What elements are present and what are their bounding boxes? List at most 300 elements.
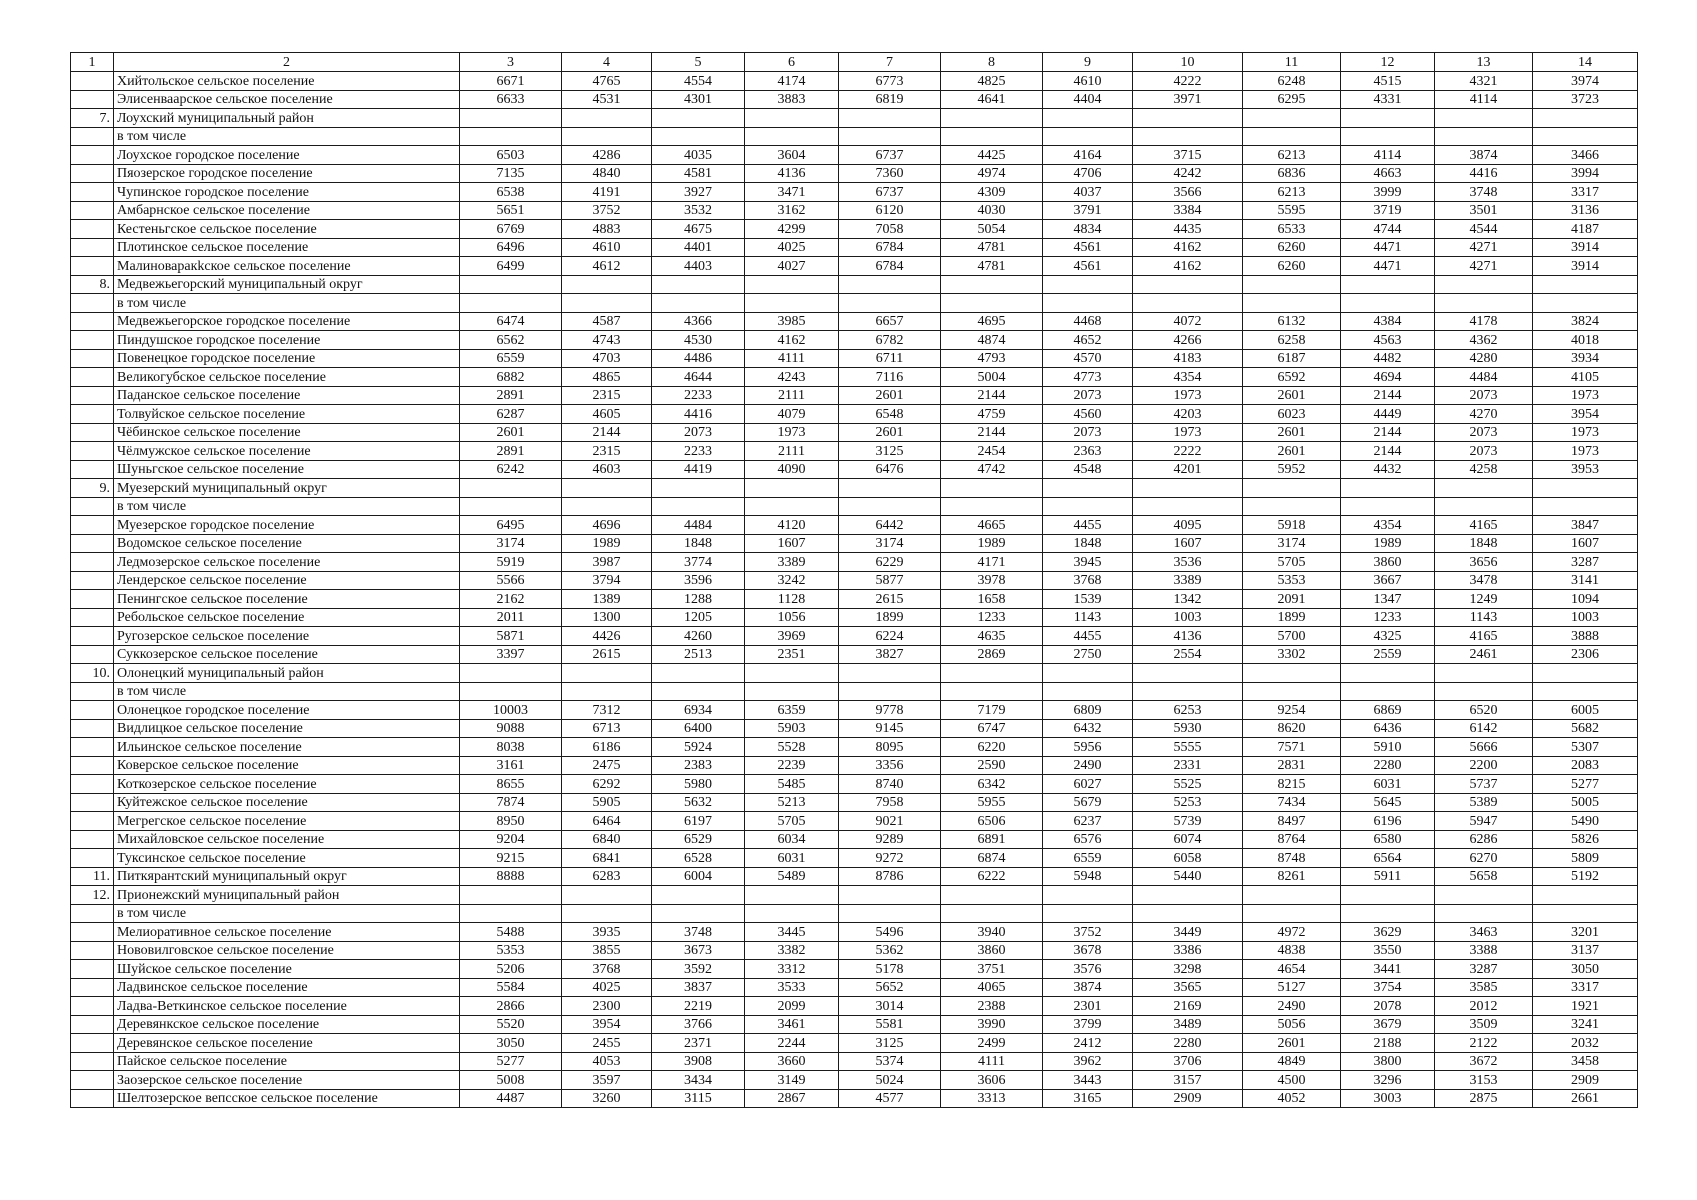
value-cell-col-4: 2315 bbox=[562, 442, 652, 461]
value-cell-col-8: 3751 bbox=[941, 960, 1043, 979]
settlement-name: Пиндушское городское поселение bbox=[114, 331, 460, 350]
value-cell-col-7: 5496 bbox=[839, 923, 941, 942]
table-row bbox=[71, 738, 1638, 757]
row-number bbox=[71, 534, 114, 553]
value-cell-col-5: 5980 bbox=[652, 775, 745, 794]
row-number bbox=[71, 756, 114, 775]
value-cell-col-5 bbox=[652, 904, 745, 923]
value-cell-col-9: 4164 bbox=[1043, 146, 1133, 165]
value-cell-col-4: 4191 bbox=[562, 183, 652, 202]
value-cell-col-9: 2073 bbox=[1043, 423, 1133, 442]
value-cell-col-8: 6342 bbox=[941, 775, 1043, 794]
value-cell-col-13: 3874 bbox=[1435, 146, 1533, 165]
value-cell-col-10: 2554 bbox=[1133, 645, 1243, 664]
value-cell-col-13 bbox=[1435, 904, 1533, 923]
value-cell-col-4: 2475 bbox=[562, 756, 652, 775]
value-cell-col-10: 4095 bbox=[1133, 516, 1243, 535]
value-cell-col-8: 2590 bbox=[941, 756, 1043, 775]
table-row bbox=[71, 312, 1638, 331]
value-cell-col-12: 1347 bbox=[1341, 590, 1435, 609]
value-cell-col-10: 4136 bbox=[1133, 627, 1243, 646]
table-row bbox=[71, 1052, 1638, 1071]
value-cell-col-3: 8038 bbox=[460, 738, 562, 757]
column-header-2: 2 bbox=[114, 53, 460, 72]
value-cell-col-13: 3478 bbox=[1435, 571, 1533, 590]
value-cell-col-13 bbox=[1435, 664, 1533, 683]
data-table bbox=[70, 52, 1638, 1108]
value-cell-col-6: 1128 bbox=[745, 590, 839, 609]
value-cell-col-6: 2099 bbox=[745, 997, 839, 1016]
value-cell-col-3 bbox=[460, 497, 562, 516]
value-cell-col-14: 5490 bbox=[1533, 812, 1638, 831]
value-cell-col-7 bbox=[839, 109, 941, 128]
settlement-name: Прионежский муниципальный район bbox=[114, 886, 460, 905]
table-row bbox=[71, 460, 1638, 479]
value-cell-col-10: 2331 bbox=[1133, 756, 1243, 775]
value-cell-col-6 bbox=[745, 275, 839, 294]
value-cell-col-12: 4694 bbox=[1341, 368, 1435, 387]
value-cell-col-3 bbox=[460, 682, 562, 701]
settlement-name: Повенецкое городское поселение bbox=[114, 349, 460, 368]
value-cell-col-8: 4309 bbox=[941, 183, 1043, 202]
value-cell-col-13: 3509 bbox=[1435, 1015, 1533, 1034]
table-row bbox=[71, 479, 1638, 498]
settlement-name: Олонецкий муниципальный район bbox=[114, 664, 460, 683]
value-cell-col-10: 1973 bbox=[1133, 423, 1243, 442]
value-cell-col-9: 4706 bbox=[1043, 164, 1133, 183]
value-cell-col-6: 5489 bbox=[745, 867, 839, 886]
value-cell-col-4: 3260 bbox=[562, 1089, 652, 1108]
value-cell-col-13: 5947 bbox=[1435, 812, 1533, 831]
value-cell-col-4: 1389 bbox=[562, 590, 652, 609]
value-cell-col-10 bbox=[1133, 109, 1243, 128]
value-cell-col-3: 2162 bbox=[460, 590, 562, 609]
settlement-name: Амбарнское сельское поселение bbox=[114, 201, 460, 220]
value-cell-col-11: 8215 bbox=[1243, 775, 1341, 794]
value-cell-col-3: 4487 bbox=[460, 1089, 562, 1108]
row-number bbox=[71, 201, 114, 220]
row-number bbox=[71, 368, 114, 387]
value-cell-col-5: 4484 bbox=[652, 516, 745, 535]
value-cell-col-11: 6260 bbox=[1243, 238, 1341, 257]
value-cell-col-5: 6197 bbox=[652, 812, 745, 831]
value-cell-col-6: 4243 bbox=[745, 368, 839, 387]
value-cell-col-7: 6819 bbox=[839, 90, 941, 109]
settlement-name: Лоухское городское поселение bbox=[114, 146, 460, 165]
value-cell-col-13: 6286 bbox=[1435, 830, 1533, 849]
value-cell-col-4: 4765 bbox=[562, 72, 652, 91]
value-cell-col-6: 2867 bbox=[745, 1089, 839, 1108]
column-header-13: 13 bbox=[1435, 53, 1533, 72]
value-cell-col-7: 6784 bbox=[839, 238, 941, 257]
value-cell-col-4: 6292 bbox=[562, 775, 652, 794]
value-cell-col-8: 7179 bbox=[941, 701, 1043, 720]
value-cell-col-11 bbox=[1243, 479, 1341, 498]
value-cell-col-11: 6260 bbox=[1243, 257, 1341, 276]
value-cell-col-6: 6359 bbox=[745, 701, 839, 720]
value-cell-col-14: 5277 bbox=[1533, 775, 1638, 794]
table-row bbox=[71, 1071, 1638, 1090]
table-row bbox=[71, 331, 1638, 350]
value-cell-col-6: 3312 bbox=[745, 960, 839, 979]
table-row bbox=[71, 886, 1638, 905]
value-cell-col-10: 5930 bbox=[1133, 719, 1243, 738]
value-cell-col-14 bbox=[1533, 294, 1638, 313]
value-cell-col-12: 5645 bbox=[1341, 793, 1435, 812]
value-cell-col-6: 1607 bbox=[745, 534, 839, 553]
row-number bbox=[71, 571, 114, 590]
value-cell-col-11: 5353 bbox=[1243, 571, 1341, 590]
value-cell-col-13: 6142 bbox=[1435, 719, 1533, 738]
row-number bbox=[71, 1052, 114, 1071]
value-cell-col-3: 6882 bbox=[460, 368, 562, 387]
value-cell-col-11: 5056 bbox=[1243, 1015, 1341, 1034]
value-cell-col-7: 6120 bbox=[839, 201, 941, 220]
value-cell-col-9: 4773 bbox=[1043, 368, 1133, 387]
table-row bbox=[71, 1034, 1638, 1053]
value-cell-col-9 bbox=[1043, 497, 1133, 516]
value-cell-col-14 bbox=[1533, 904, 1638, 923]
row-number bbox=[71, 164, 114, 183]
value-cell-col-11: 5918 bbox=[1243, 516, 1341, 535]
value-cell-col-14: 3974 bbox=[1533, 72, 1638, 91]
value-cell-col-9: 4610 bbox=[1043, 72, 1133, 91]
value-cell-col-4: 3935 bbox=[562, 923, 652, 942]
value-cell-col-9: 4404 bbox=[1043, 90, 1133, 109]
value-cell-col-6: 1973 bbox=[745, 423, 839, 442]
value-cell-col-8 bbox=[941, 109, 1043, 128]
value-cell-col-5: 4366 bbox=[652, 312, 745, 331]
value-cell-col-14 bbox=[1533, 886, 1638, 905]
value-cell-col-9: 6559 bbox=[1043, 849, 1133, 868]
value-cell-col-7: 6737 bbox=[839, 183, 941, 202]
row-number bbox=[71, 812, 114, 831]
value-cell-col-12: 2144 bbox=[1341, 442, 1435, 461]
settlement-name: Мегрегское сельское поселение bbox=[114, 812, 460, 831]
value-cell-col-9 bbox=[1043, 886, 1133, 905]
value-cell-col-10: 2222 bbox=[1133, 442, 1243, 461]
settlement-name: в том числе bbox=[114, 127, 460, 146]
value-cell-col-12: 4325 bbox=[1341, 627, 1435, 646]
value-cell-col-12: 3860 bbox=[1341, 553, 1435, 572]
value-cell-col-9: 3945 bbox=[1043, 553, 1133, 572]
value-cell-col-8: 2388 bbox=[941, 997, 1043, 1016]
value-cell-col-9: 4548 bbox=[1043, 460, 1133, 479]
value-cell-col-8: 4695 bbox=[941, 312, 1043, 331]
value-cell-col-4: 6840 bbox=[562, 830, 652, 849]
settlement-name: Шелтозерское вепсское сельское поселение bbox=[114, 1089, 460, 1108]
value-cell-col-10: 3715 bbox=[1133, 146, 1243, 165]
row-number bbox=[71, 146, 114, 165]
value-cell-col-6: 4120 bbox=[745, 516, 839, 535]
row-number bbox=[71, 442, 114, 461]
value-cell-col-9: 4561 bbox=[1043, 238, 1133, 257]
value-cell-col-10 bbox=[1133, 479, 1243, 498]
value-cell-col-4: 4605 bbox=[562, 405, 652, 424]
value-cell-col-12: 5910 bbox=[1341, 738, 1435, 757]
value-cell-col-7: 3125 bbox=[839, 1034, 941, 1053]
value-cell-col-13: 3672 bbox=[1435, 1052, 1533, 1071]
value-cell-col-4 bbox=[562, 904, 652, 923]
value-cell-col-9: 3165 bbox=[1043, 1089, 1133, 1108]
table-row bbox=[71, 627, 1638, 646]
value-cell-col-11: 2601 bbox=[1243, 386, 1341, 405]
value-cell-col-9 bbox=[1043, 479, 1133, 498]
column-header-10: 10 bbox=[1133, 53, 1243, 72]
row-number bbox=[71, 960, 114, 979]
value-cell-col-13: 2073 bbox=[1435, 423, 1533, 442]
settlement-name: Лендерское сельское поселение bbox=[114, 571, 460, 590]
value-cell-col-10: 3971 bbox=[1133, 90, 1243, 109]
value-cell-col-10: 4183 bbox=[1133, 349, 1243, 368]
value-cell-col-14: 3317 bbox=[1533, 183, 1638, 202]
value-cell-col-12: 5911 bbox=[1341, 867, 1435, 886]
value-cell-col-14: 3723 bbox=[1533, 90, 1638, 109]
value-cell-col-13: 2122 bbox=[1435, 1034, 1533, 1053]
row-number bbox=[71, 645, 114, 664]
value-cell-col-13: 2012 bbox=[1435, 997, 1533, 1016]
value-cell-col-7: 5877 bbox=[839, 571, 941, 590]
value-cell-col-7: 6476 bbox=[839, 460, 941, 479]
value-cell-col-4: 4696 bbox=[562, 516, 652, 535]
value-cell-col-12: 4482 bbox=[1341, 349, 1435, 368]
value-cell-col-13: 6520 bbox=[1435, 701, 1533, 720]
value-cell-col-12: 4471 bbox=[1341, 238, 1435, 257]
value-cell-col-6 bbox=[745, 497, 839, 516]
value-cell-col-13: 4271 bbox=[1435, 238, 1533, 257]
value-cell-col-6: 4079 bbox=[745, 405, 839, 424]
value-cell-col-12: 2078 bbox=[1341, 997, 1435, 1016]
value-cell-col-4: 6713 bbox=[562, 719, 652, 738]
settlement-name: Чёлмужское сельское поселение bbox=[114, 442, 460, 461]
settlement-name: Коткозерское сельское поселение bbox=[114, 775, 460, 794]
value-cell-col-14: 3287 bbox=[1533, 553, 1638, 572]
value-cell-col-6: 5528 bbox=[745, 738, 839, 757]
value-cell-col-6: 3242 bbox=[745, 571, 839, 590]
value-cell-col-13: 3585 bbox=[1435, 978, 1533, 997]
value-cell-col-4: 4025 bbox=[562, 978, 652, 997]
value-cell-col-3: 3161 bbox=[460, 756, 562, 775]
value-cell-col-9: 1539 bbox=[1043, 590, 1133, 609]
value-cell-col-9: 3678 bbox=[1043, 941, 1133, 960]
value-cell-col-3: 3174 bbox=[460, 534, 562, 553]
value-cell-col-3: 5206 bbox=[460, 960, 562, 979]
value-cell-col-5: 6400 bbox=[652, 719, 745, 738]
value-cell-col-10: 6074 bbox=[1133, 830, 1243, 849]
value-cell-col-9: 6809 bbox=[1043, 701, 1133, 720]
value-cell-col-5 bbox=[652, 479, 745, 498]
value-cell-col-6: 3969 bbox=[745, 627, 839, 646]
value-cell-col-3: 6287 bbox=[460, 405, 562, 424]
value-cell-col-4: 7312 bbox=[562, 701, 652, 720]
value-cell-col-6: 3389 bbox=[745, 553, 839, 572]
value-cell-col-4: 4743 bbox=[562, 331, 652, 350]
value-cell-col-10: 6253 bbox=[1133, 701, 1243, 720]
value-cell-col-9: 3576 bbox=[1043, 960, 1133, 979]
value-cell-col-6 bbox=[745, 479, 839, 498]
row-number bbox=[71, 127, 114, 146]
value-cell-col-12 bbox=[1341, 109, 1435, 128]
value-cell-col-5: 6004 bbox=[652, 867, 745, 886]
value-cell-col-5: 2383 bbox=[652, 756, 745, 775]
table-row bbox=[71, 146, 1638, 165]
value-cell-col-3: 9088 bbox=[460, 719, 562, 738]
settlement-name: Ладва-Веткинское сельское поселение bbox=[114, 997, 460, 1016]
value-cell-col-8: 6220 bbox=[941, 738, 1043, 757]
value-cell-col-12: 3754 bbox=[1341, 978, 1435, 997]
value-cell-col-3: 8655 bbox=[460, 775, 562, 794]
value-cell-col-13: 1249 bbox=[1435, 590, 1533, 609]
row-number bbox=[71, 183, 114, 202]
value-cell-col-7: 2601 bbox=[839, 386, 941, 405]
value-cell-col-12 bbox=[1341, 886, 1435, 905]
value-cell-col-11: 6213 bbox=[1243, 146, 1341, 165]
value-cell-col-9: 4037 bbox=[1043, 183, 1133, 202]
row-number bbox=[71, 90, 114, 109]
table-row bbox=[71, 756, 1638, 775]
value-cell-col-11 bbox=[1243, 664, 1341, 683]
value-cell-col-11: 2601 bbox=[1243, 1034, 1341, 1053]
settlement-name: Водомское сельское поселение bbox=[114, 534, 460, 553]
value-cell-col-13: 4258 bbox=[1435, 460, 1533, 479]
value-cell-col-11: 2091 bbox=[1243, 590, 1341, 609]
value-cell-col-9 bbox=[1043, 109, 1133, 128]
value-cell-col-14 bbox=[1533, 109, 1638, 128]
row-number bbox=[71, 220, 114, 239]
value-cell-col-10: 1003 bbox=[1133, 608, 1243, 627]
value-cell-col-4: 4840 bbox=[562, 164, 652, 183]
value-cell-col-8 bbox=[941, 275, 1043, 294]
value-cell-col-11: 4500 bbox=[1243, 1071, 1341, 1090]
value-cell-col-5: 4403 bbox=[652, 257, 745, 276]
value-cell-col-14 bbox=[1533, 275, 1638, 294]
value-cell-col-6: 3660 bbox=[745, 1052, 839, 1071]
value-cell-col-14: 3141 bbox=[1533, 571, 1638, 590]
table-row bbox=[71, 849, 1638, 868]
value-cell-col-7 bbox=[839, 294, 941, 313]
value-cell-col-11: 6836 bbox=[1243, 164, 1341, 183]
value-cell-col-3: 7135 bbox=[460, 164, 562, 183]
settlement-name: Толвуйское сельское поселение bbox=[114, 405, 460, 424]
value-cell-col-14: 3954 bbox=[1533, 405, 1638, 424]
value-cell-col-9: 3962 bbox=[1043, 1052, 1133, 1071]
settlement-name: Деревянкское сельское поселение bbox=[114, 1015, 460, 1034]
value-cell-col-3: 6503 bbox=[460, 146, 562, 165]
settlement-name: Пайское сельское поселение bbox=[114, 1052, 460, 1071]
value-cell-col-11 bbox=[1243, 886, 1341, 905]
value-cell-col-3: 6559 bbox=[460, 349, 562, 368]
table-row bbox=[71, 405, 1638, 424]
value-cell-col-14: 3136 bbox=[1533, 201, 1638, 220]
value-cell-col-5 bbox=[652, 682, 745, 701]
value-cell-col-8: 4874 bbox=[941, 331, 1043, 350]
row-number bbox=[71, 1089, 114, 1108]
value-cell-col-8: 4030 bbox=[941, 201, 1043, 220]
value-cell-col-10: 5555 bbox=[1133, 738, 1243, 757]
row-number: 11. bbox=[71, 867, 114, 886]
value-cell-col-9: 6027 bbox=[1043, 775, 1133, 794]
value-cell-col-9 bbox=[1043, 127, 1133, 146]
value-cell-col-7: 9021 bbox=[839, 812, 941, 831]
value-cell-col-8: 6891 bbox=[941, 830, 1043, 849]
value-cell-col-3: 2011 bbox=[460, 608, 562, 627]
value-cell-col-14: 3994 bbox=[1533, 164, 1638, 183]
column-header-9: 9 bbox=[1043, 53, 1133, 72]
settlement-name: Мелиоративное сельское поселение bbox=[114, 923, 460, 942]
value-cell-col-14: 3137 bbox=[1533, 941, 1638, 960]
value-cell-col-9: 4560 bbox=[1043, 405, 1133, 424]
value-cell-col-6: 3985 bbox=[745, 312, 839, 331]
value-cell-col-10 bbox=[1133, 886, 1243, 905]
table-row bbox=[71, 812, 1638, 831]
settlement-name: Ильинское сельское поселение bbox=[114, 738, 460, 757]
value-cell-col-5: 4644 bbox=[652, 368, 745, 387]
value-cell-col-3: 5488 bbox=[460, 923, 562, 942]
table-row bbox=[71, 1089, 1638, 1108]
value-cell-col-14: 3201 bbox=[1533, 923, 1638, 942]
value-cell-col-6: 3382 bbox=[745, 941, 839, 960]
value-cell-col-9: 3791 bbox=[1043, 201, 1133, 220]
row-number bbox=[71, 627, 114, 646]
value-cell-col-13: 3748 bbox=[1435, 183, 1533, 202]
value-cell-col-6: 3533 bbox=[745, 978, 839, 997]
row-number bbox=[71, 405, 114, 424]
value-cell-col-7: 6737 bbox=[839, 146, 941, 165]
value-cell-col-7: 3356 bbox=[839, 756, 941, 775]
value-cell-col-6: 4090 bbox=[745, 460, 839, 479]
value-cell-col-12: 2559 bbox=[1341, 645, 1435, 664]
value-cell-col-4: 4426 bbox=[562, 627, 652, 646]
value-cell-col-9: 3443 bbox=[1043, 1071, 1133, 1090]
value-cell-col-11: 4972 bbox=[1243, 923, 1341, 942]
table-row bbox=[71, 1015, 1638, 1034]
value-cell-col-6: 4111 bbox=[745, 349, 839, 368]
table-row bbox=[71, 201, 1638, 220]
value-cell-col-5 bbox=[652, 886, 745, 905]
value-cell-col-13: 5658 bbox=[1435, 867, 1533, 886]
value-cell-col-8: 3313 bbox=[941, 1089, 1043, 1108]
settlement-name: Плотинское сельское поселение bbox=[114, 238, 460, 257]
value-cell-col-9: 2363 bbox=[1043, 442, 1133, 461]
value-cell-col-11: 2601 bbox=[1243, 442, 1341, 461]
value-cell-col-10: 3389 bbox=[1133, 571, 1243, 590]
table-row bbox=[71, 830, 1638, 849]
value-cell-col-5: 4416 bbox=[652, 405, 745, 424]
value-cell-col-8: 2454 bbox=[941, 442, 1043, 461]
value-cell-col-12: 4563 bbox=[1341, 331, 1435, 350]
column-header-12: 12 bbox=[1341, 53, 1435, 72]
settlement-name: в том числе bbox=[114, 904, 460, 923]
value-cell-col-12: 4744 bbox=[1341, 220, 1435, 239]
settlement-name: Пенингское сельское поселение bbox=[114, 590, 460, 609]
value-cell-col-13: 4484 bbox=[1435, 368, 1533, 387]
value-cell-col-11: 2601 bbox=[1243, 423, 1341, 442]
row-number bbox=[71, 775, 114, 794]
table-row bbox=[71, 497, 1638, 516]
value-cell-col-6: 5705 bbox=[745, 812, 839, 831]
value-cell-col-3: 5584 bbox=[460, 978, 562, 997]
value-cell-col-13: 2200 bbox=[1435, 756, 1533, 775]
value-cell-col-5: 3532 bbox=[652, 201, 745, 220]
value-cell-col-10 bbox=[1133, 664, 1243, 683]
value-cell-col-4 bbox=[562, 109, 652, 128]
value-cell-col-9: 5956 bbox=[1043, 738, 1133, 757]
settlement-name: Чёбинское сельское поселение bbox=[114, 423, 460, 442]
value-cell-col-3: 9204 bbox=[460, 830, 562, 849]
value-cell-col-14: 5307 bbox=[1533, 738, 1638, 757]
value-cell-col-5: 3748 bbox=[652, 923, 745, 942]
value-cell-col-4: 3855 bbox=[562, 941, 652, 960]
